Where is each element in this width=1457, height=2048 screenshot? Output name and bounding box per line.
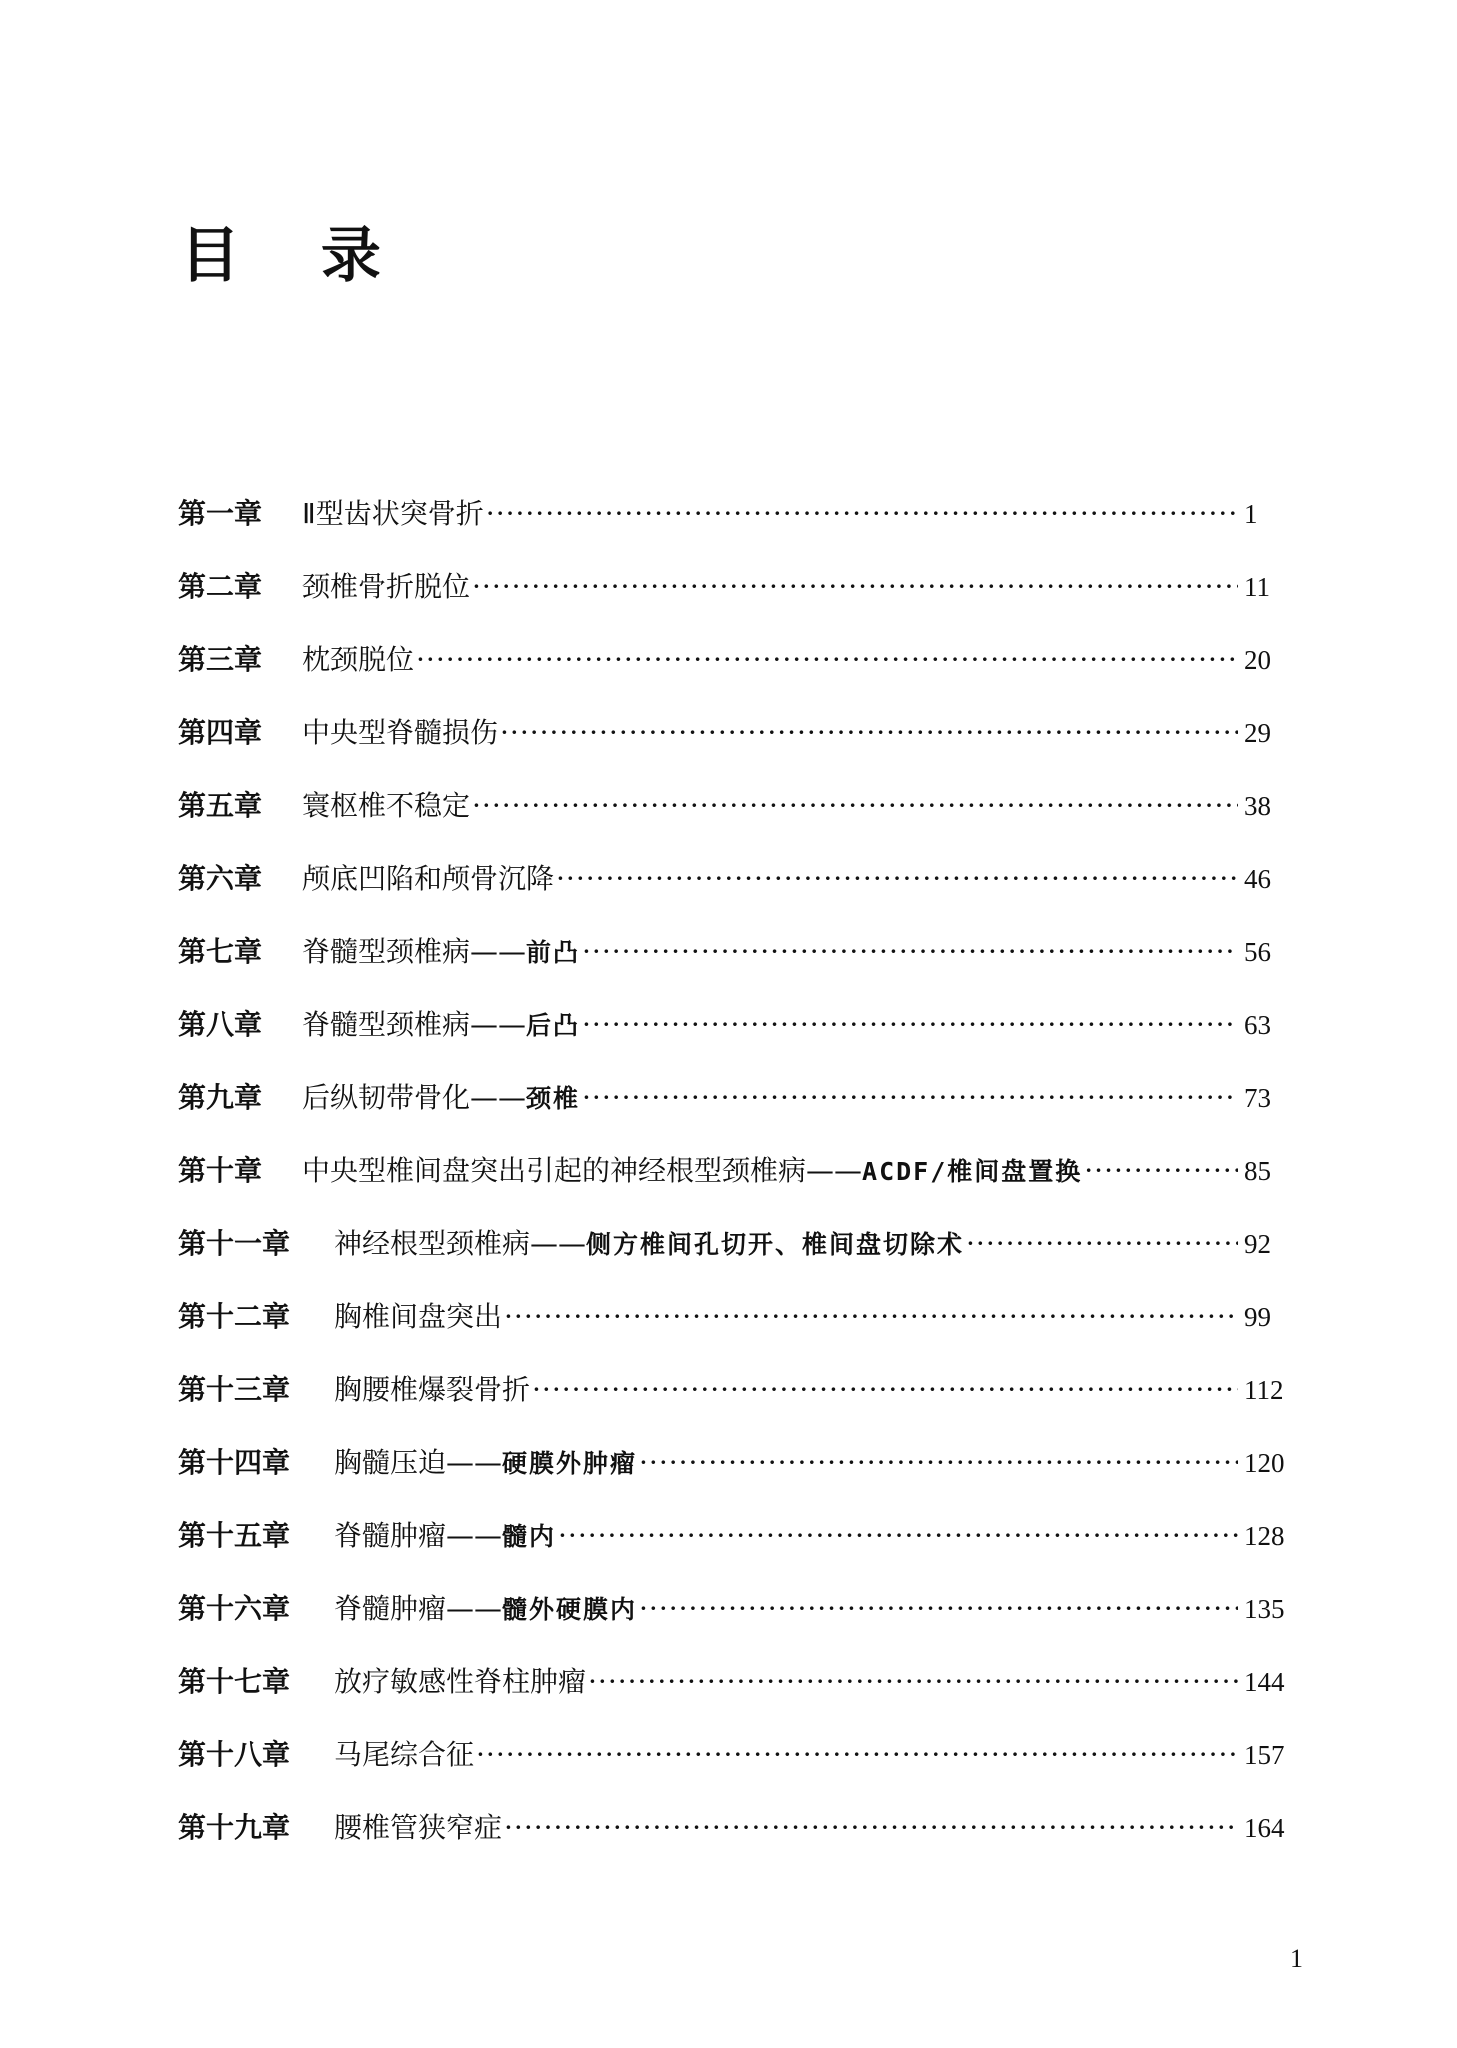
chapter-number: 第五章 (178, 789, 263, 822)
page-reference: 56 (1244, 937, 1271, 967)
chapter-title: 胸椎间盘突出 (334, 1300, 503, 1333)
page-reference: 63 (1244, 1010, 1271, 1040)
chapter-title: 脊髓肿瘤—— (334, 1519, 503, 1552)
toc-entry[interactable] (178, 1070, 1300, 1143)
page-reference: 164 (1244, 1813, 1285, 1843)
chapter-title: 枕颈脱位 (302, 643, 415, 676)
table-of-contents (178, 486, 1300, 1873)
dot-leader (486, 486, 1238, 542)
dot-leader (582, 924, 1238, 980)
page-number: 1 (1290, 1944, 1303, 1973)
dot-leader (556, 851, 1238, 907)
toc-entry[interactable] (178, 1143, 1300, 1216)
page-reference: 157 (1244, 1740, 1285, 1770)
chapter-title: 腰椎管狭窄症 (334, 1811, 503, 1844)
toc-entry[interactable] (178, 851, 1300, 924)
page-reference: 1 (1244, 499, 1258, 529)
page-reference: 46 (1244, 864, 1271, 894)
chapter-number: 第十七章 (178, 1665, 291, 1698)
chapter-title: 马尾综合征 (334, 1738, 475, 1771)
page-reference: 144 (1244, 1667, 1285, 1697)
chapter-number: 第十三章 (178, 1373, 291, 1406)
chapter-number: 第十四章 (178, 1446, 291, 1479)
toc-entry[interactable] (178, 997, 1300, 1070)
chapter-subtitle: 硬膜外肿瘤 (502, 1449, 638, 1478)
dot-leader (500, 705, 1238, 761)
dot-leader (582, 1070, 1238, 1126)
chapter-number: 第十一章 (178, 1227, 291, 1260)
dot-leader (558, 1508, 1238, 1564)
toc-entry[interactable] (178, 1508, 1300, 1581)
dot-leader (966, 1216, 1238, 1272)
page-reference: 120 (1244, 1448, 1285, 1478)
chapter-number: 第八章 (178, 1008, 263, 1041)
chapter-title: 中央型椎间盘突出引起的神经根型颈椎病—— (302, 1154, 863, 1187)
toc-entry[interactable] (178, 1654, 1300, 1727)
chapter-number: 第十五章 (178, 1519, 291, 1552)
chapter-number: 第三章 (178, 643, 263, 676)
chapter-title: Ⅱ型齿状突骨折 (302, 497, 484, 530)
page-reference: 99 (1244, 1302, 1271, 1332)
toc-entry[interactable] (178, 1216, 1300, 1289)
toc-entry[interactable] (178, 1800, 1300, 1873)
dot-leader (416, 632, 1238, 688)
chapter-number: 第六章 (178, 862, 263, 895)
page-title: 目 录 (180, 221, 411, 291)
page-reference: 38 (1244, 791, 1271, 821)
chapter-title: 颈椎骨折脱位 (302, 570, 471, 603)
dot-leader (476, 1727, 1238, 1783)
chapter-title: 脊髓型颈椎病—— (302, 1008, 527, 1041)
chapter-number: 第七章 (178, 935, 263, 968)
chapter-title: 放疗敏感性脊柱肿瘤 (334, 1665, 587, 1698)
page-reference: 11 (1244, 572, 1270, 602)
dot-leader (504, 1289, 1238, 1345)
chapter-subtitle: 髓外硬膜内 (502, 1595, 638, 1624)
page-reference: 135 (1244, 1594, 1285, 1624)
dot-leader (532, 1362, 1238, 1418)
dot-leader (639, 1581, 1238, 1637)
toc-entry[interactable] (178, 924, 1300, 997)
dot-leader (472, 559, 1238, 615)
chapter-number: 第二章 (178, 570, 263, 603)
chapter-number: 第一章 (178, 497, 263, 530)
chapter-subtitle: 后凸 (526, 1011, 581, 1040)
chapter-subtitle: 侧方椎间孔切开、椎间盘切除术 (586, 1230, 965, 1259)
toc-entry[interactable] (178, 705, 1300, 778)
page-reference: 112 (1244, 1375, 1284, 1405)
dot-leader (582, 997, 1238, 1053)
chapter-number: 第十八章 (178, 1738, 291, 1771)
chapter-title: 胸腰椎爆裂骨折 (334, 1373, 531, 1406)
dot-leader (588, 1654, 1238, 1710)
chapter-title: 颅底凹陷和颅骨沉降 (302, 862, 555, 895)
chapter-number: 第十六章 (178, 1592, 291, 1625)
toc-entry[interactable] (178, 632, 1300, 705)
chapter-title: 神经根型颈椎病—— (334, 1227, 587, 1260)
chapter-title: 脊髓型颈椎病—— (302, 935, 527, 968)
chapter-title: 胸髓压迫—— (334, 1446, 503, 1479)
page-reference: 128 (1244, 1521, 1285, 1551)
chapter-number: 第十二章 (178, 1300, 291, 1333)
dot-leader (1084, 1143, 1238, 1199)
chapter-title: 脊髓肿瘤—— (334, 1592, 503, 1625)
dot-leader (472, 778, 1238, 834)
page-reference: 92 (1244, 1229, 1271, 1259)
page-reference: 85 (1244, 1156, 1271, 1186)
chapter-title: 寰枢椎不稳定 (302, 789, 471, 822)
chapter-number: 第十九章 (178, 1811, 291, 1844)
dot-leader (639, 1435, 1238, 1491)
page-reference: 29 (1244, 718, 1271, 748)
chapter-subtitle: ACDF/椎间盘置换 (862, 1157, 1083, 1186)
toc-entry[interactable] (178, 1362, 1300, 1435)
chapter-title: 后纵韧带骨化—— (302, 1081, 527, 1114)
chapter-number: 第四章 (178, 716, 263, 749)
toc-entry[interactable] (178, 1289, 1300, 1362)
chapter-number: 第十章 (178, 1154, 263, 1187)
toc-entry[interactable] (178, 1581, 1300, 1654)
chapter-title: 中央型脊髓损伤 (302, 716, 499, 749)
chapter-number: 第九章 (178, 1081, 263, 1114)
toc-entry[interactable] (178, 1435, 1300, 1508)
toc-entry[interactable] (178, 559, 1300, 632)
page-reference: 20 (1244, 645, 1271, 675)
toc-entry[interactable] (178, 486, 1300, 559)
chapter-subtitle: 髓内 (502, 1522, 557, 1551)
toc-entry[interactable] (178, 1727, 1300, 1800)
toc-entry[interactable] (178, 778, 1300, 851)
page-reference: 73 (1244, 1083, 1271, 1113)
chapter-subtitle: 前凸 (526, 938, 581, 967)
chapter-subtitle: 颈椎 (526, 1084, 581, 1113)
dot-leader (504, 1800, 1238, 1856)
